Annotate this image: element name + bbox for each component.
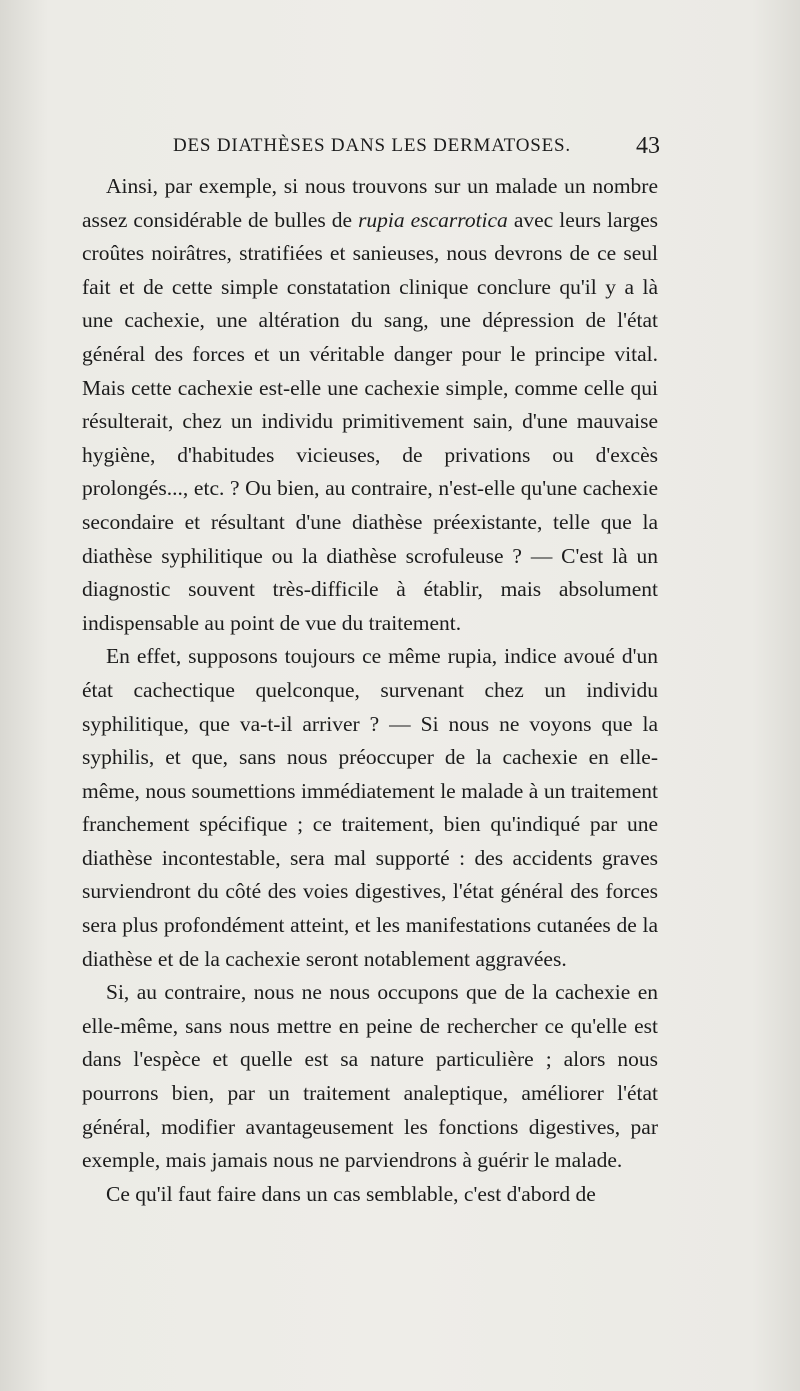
page-header — [173, 133, 660, 163]
page-number: 43 — [636, 133, 660, 159]
paragraph-3: Si, au contraire, nous ne nous occupons que de la cachexie en elle-même, sans nous mettre en peine de rechercher ce qu'elle est dans l'espèce et quelle est sa nature particulière ; alors nous pourrons bien, par un traitement analeptique, améliorer l'état général, modifier avantageusement les fonctions digestives, par exemple, mais jamais nous ne parviendrons à guérir le malade. — [82, 980, 658, 1173]
paragraph-2: En effet, supposons toujours ce même rupia, indice avoué d'un état cachectique quelconque, survenant chez un individu syphilitique, que va-t-il arriver ? — Si nous ne voyons que la syphilis, et que, sans nous préoccuper de la cachexie en elle-même, nous soumettions immédiatement le malade à un traitement franchement spécifique ; ce traitement, bien qu'indiqué par une diathèse incontestable, sera mal supporté : des accidents graves surviendront du côté des voies digestives, l'état général des forces sera plus profondément atteint, et les manifestations cutanées de la diathèse et de la cachexie seront notablement aggravées. — [82, 644, 658, 971]
paragraph-1-italic-term: rupia escarrotica — [358, 207, 508, 232]
running-head: DES DIATHÈSES DANS LES DERMATOSES. — [173, 135, 571, 156]
paragraph-1-text-b: avec leurs larges croûtes noirâtres, stratifiées et sanieuses, nous devrons de ce seul fait et de cette simple constatation clinique conclure qu'il y a là une cachexie, une altération du sang, une dépression de l'état général des forces et un véritable danger pour le principe vital. Mais cette cachexie est-elle une cachexie simple, comme celle qui résulterait, chez un individu primitivement sain, d'une mauvaise hygiène, d'habitudes vicieuses, de privations ou d'excès prolongés..., etc. ? Ou bien, au contraire, n'est-elle qu'une cachexie secondaire et résultant d'une diathèse préexistante, telle que la diathèse syphilitique ou la diathèse scrofuleuse ? — C'est là un diagnostic souvent très-difficile à établir, mais absolument indispensable au point de vue du traitement. — [82, 207, 658, 635]
paragraph-4: Ce qu'il faut faire dans un cas semblable, c'est d'abord de — [106, 1181, 596, 1206]
paragraph-1-text-a: Ainsi, par exemple, si nous trouvons sur un malade un nombre assez considérable de bulles de — [82, 174, 658, 232]
body-text — [82, 170, 658, 1211]
paragraph-1 — [82, 170, 658, 640]
